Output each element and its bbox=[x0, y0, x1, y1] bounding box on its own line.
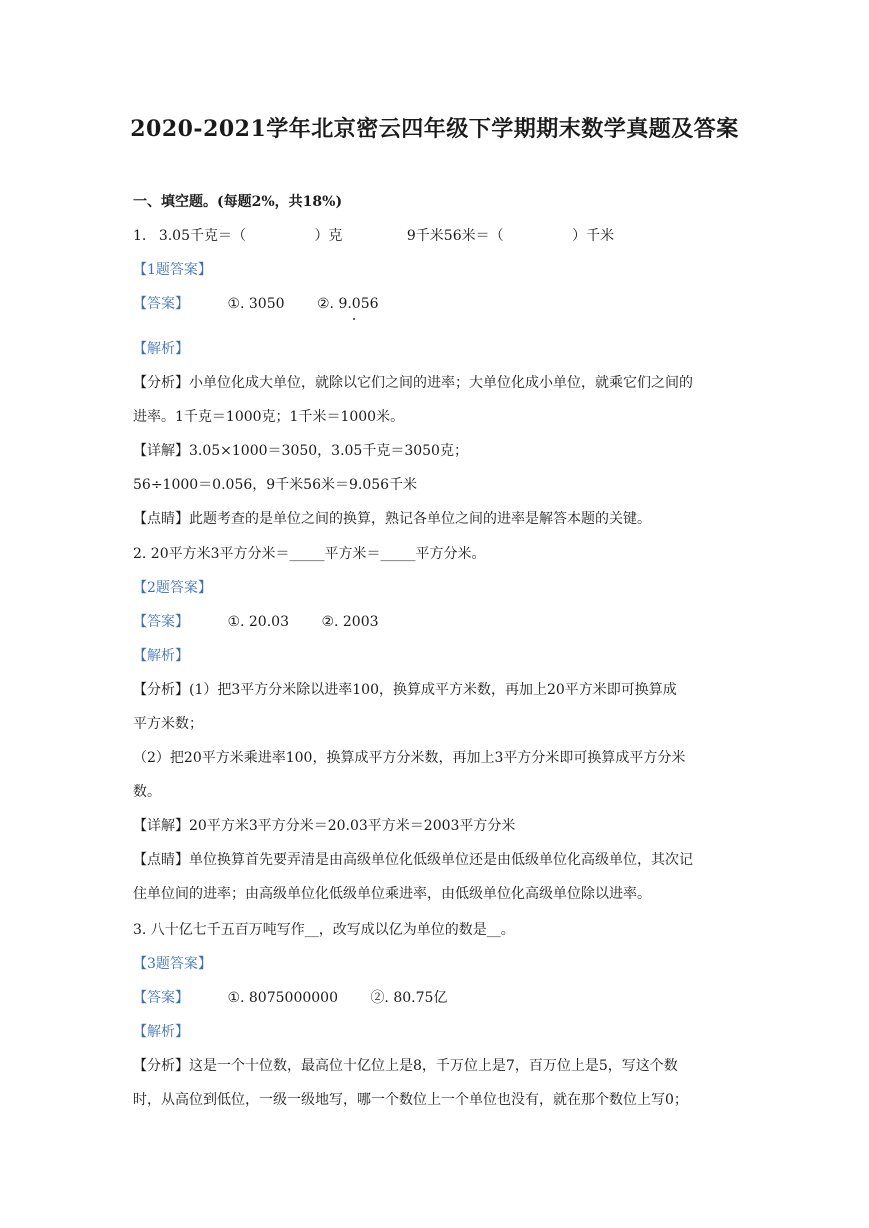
question-3: 3. 八十亿七千五百万吨写作__，改写成以亿为单位的数是__。 bbox=[133, 922, 515, 938]
stray-dot-mark bbox=[353, 318, 355, 320]
question-1-number: 1. bbox=[133, 228, 147, 244]
question-1-analysis-line-1: 【分析】小单位化成大单位，就除以它们之间的进率；大单位化成小单位，就乘它们之间的 bbox=[133, 375, 693, 391]
question-3-analysis-line-1: 【分析】这是一个十位数，最高位十亿位上是8，千万位上是7，百万位上是5，写这个数 bbox=[133, 1058, 678, 1074]
answer-label: 【答案】 bbox=[133, 296, 189, 312]
question-1-answer-heading: 【1题答案】 bbox=[133, 262, 212, 278]
question-2-analysis-line-2: 平方米数； bbox=[133, 716, 203, 732]
question-1-answer-row bbox=[133, 294, 379, 314]
question-3-answer-heading: 【3题答案】 bbox=[133, 956, 212, 972]
question-2-analysis-line-1: 【分析】(1）把3平方分米除以进率100，换算成平方米数，再加上20平方米即可换算成 bbox=[133, 682, 677, 698]
question-3-analysis-heading: 【解析】 bbox=[133, 1024, 189, 1040]
question-2-analysis-line-3: （2）把20平方米乘进率100，换算成平方分米数，再加上3平方分米即可换算成平方分米 bbox=[133, 750, 686, 766]
question-1-part1-end: ）克 bbox=[314, 228, 343, 244]
question-2-answer-1: ①. 20.03 bbox=[227, 614, 289, 630]
question-2-detail: 【详解】20平方米3平方分米＝20.03平方米＝2003平方分米 bbox=[133, 818, 516, 834]
question-3-answer-row bbox=[133, 988, 447, 1008]
question-2-analysis-line-4: 数。 bbox=[133, 784, 161, 800]
answer-label: 【答案】 bbox=[133, 990, 189, 1006]
question-1-answer-2: ②. 9.056 bbox=[317, 296, 379, 312]
question-2-answer-heading: 【2题答案】 bbox=[133, 580, 212, 596]
question-2-comment-line-2: 住单位间的进率；由高级单位化低级单位乘进率，由低级单位化高级单位除以进率。 bbox=[133, 886, 651, 902]
question-1-part2-end: ）千米 bbox=[572, 228, 615, 244]
question-3-answer-1: ①. 8075000000 bbox=[227, 990, 338, 1006]
question-1-analysis-heading: 【解析】 bbox=[133, 341, 189, 357]
question-1-analysis-line-2: 进率。1千克＝1000克；1千米＝1000米。 bbox=[133, 409, 405, 425]
question-3-answer-2: ②. 80.75亿 bbox=[370, 990, 448, 1006]
question-1 bbox=[133, 226, 614, 246]
question-2-answer-2: ②. 2003 bbox=[321, 614, 379, 630]
question-2-analysis-heading: 【解析】 bbox=[133, 648, 189, 664]
question-1-detail-line-1: 【详解】3.05×1000＝3050，3.05千克＝3050克； bbox=[133, 443, 468, 459]
question-2: 2. 20平方米3平方分米＝_____平方米＝_____平方分米。 bbox=[133, 546, 486, 562]
question-1-part1: 3.05千克＝（ bbox=[158, 228, 246, 244]
answer-label: 【答案】 bbox=[133, 614, 189, 630]
section-heading-fill-in: 一、填空题。(每题2%，共18%) bbox=[133, 194, 343, 210]
question-2-comment-line-1: 【点睛】单位换算首先要弄清是由高级单位化低级单位还是由低级单位化高级单位，其次记 bbox=[133, 852, 693, 868]
question-1-detail-line-2: 56÷1000＝0.056，9千米56米＝9.056千米 bbox=[133, 477, 418, 493]
question-2-answer-row bbox=[133, 612, 379, 632]
document-title: 2020-2021学年北京密云四年级下学期期末数学真题及答案 bbox=[130, 116, 739, 142]
question-1-answer-1: ①. 3050 bbox=[227, 296, 285, 312]
question-1-comment: 【点睛】此题考查的是单位之间的换算，熟记各单位之间的进率是解答本题的关键。 bbox=[133, 511, 651, 527]
question-3-analysis-line-2: 时，从高位到低位，一级一级地写，哪一个数位上一个单位也没有，就在那个数位上写0； bbox=[133, 1092, 688, 1108]
question-1-part2: 9千米56米＝（ bbox=[406, 228, 504, 244]
